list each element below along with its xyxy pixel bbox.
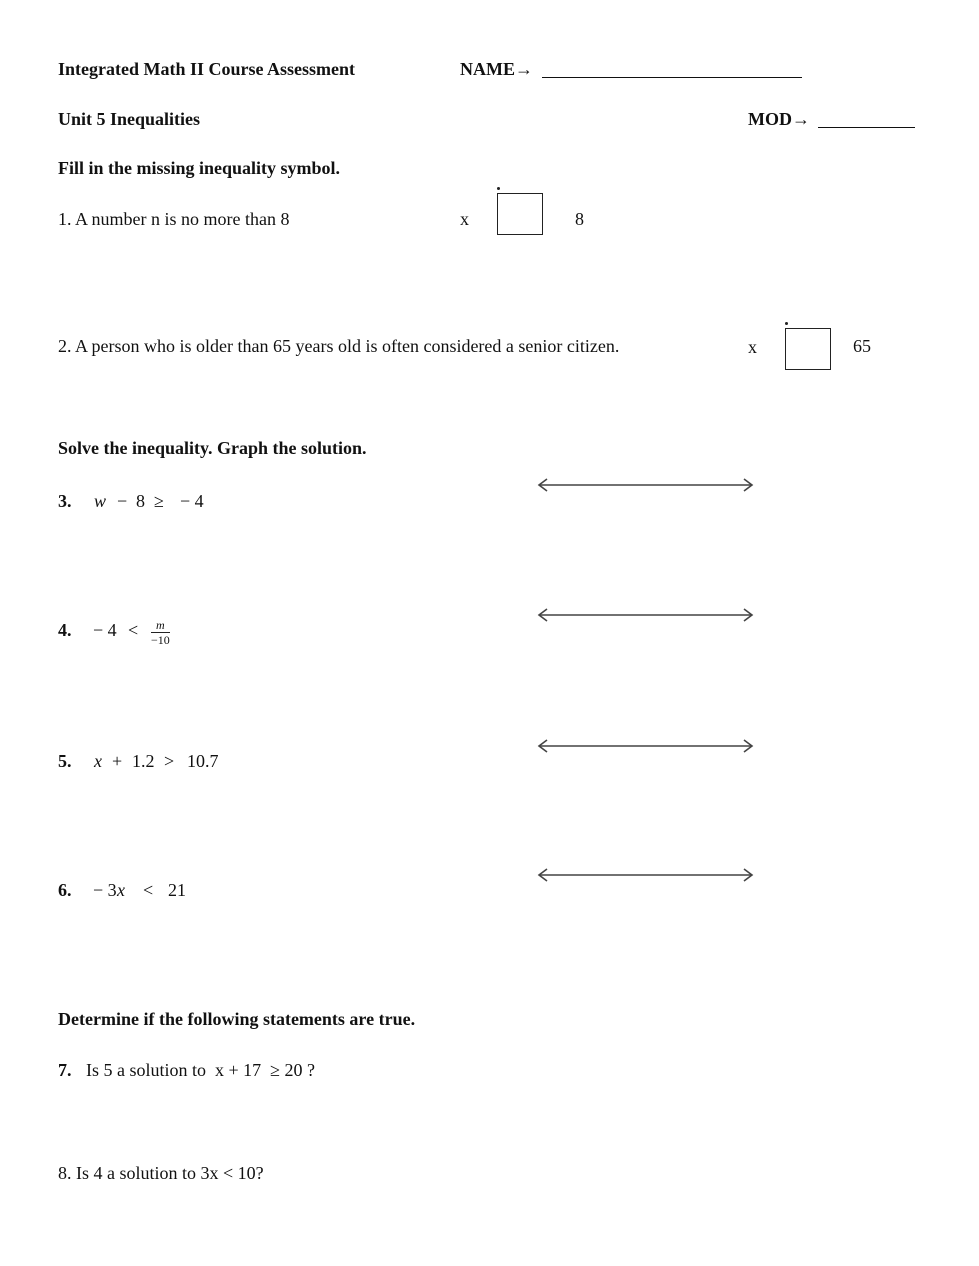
question-6-number: 6.: [58, 880, 72, 900]
question-1-symbol-box[interactable]: [497, 193, 543, 235]
question-6-variable: x: [117, 880, 125, 900]
question-1-variable: x: [460, 209, 469, 229]
section3-instruction: Determine if the following statements are true.: [58, 1009, 416, 1029]
box-mark: [785, 322, 788, 325]
question-1-text: 1. A number n is no more than 8: [58, 209, 290, 229]
question-2-text: 2. A person who is older than 65 years old is often considered a senior citizen.: [58, 336, 620, 356]
question-6-relation: <: [143, 880, 154, 900]
question-7-prompt: Is 5 a solution to x + 17: [86, 1060, 271, 1080]
section2-instruction: Solve the inequality. Graph the solution.: [58, 438, 367, 458]
mod-field[interactable]: [818, 127, 915, 128]
number-line-3[interactable]: [536, 476, 756, 496]
question-7-relation: ≥: [270, 1060, 281, 1080]
course-title: Integrated Math II Course Assessment: [58, 59, 355, 79]
question-7-tail: 20 ?: [280, 1060, 316, 1080]
fraction-numerator: m: [151, 619, 170, 633]
question-3-operator: −: [117, 491, 128, 511]
question-3-relation: ≥: [154, 491, 164, 511]
question-8-text: 8. Is 4 a solution to 3x < 10?: [58, 1163, 264, 1183]
question-6-rhs: 21: [168, 880, 186, 900]
question-3-constant: 8: [136, 491, 145, 511]
question-4-number: 4.: [58, 620, 72, 640]
fraction-denominator: −10: [151, 633, 170, 647]
name-label: NAME→: [460, 59, 533, 79]
question-5-constant: 1.2: [132, 751, 155, 771]
name-field[interactable]: [542, 77, 802, 78]
question-3-variable: w: [94, 491, 107, 511]
question-4-relation: <: [128, 620, 139, 640]
question-2-value: 65: [853, 336, 871, 356]
number-line-6[interactable]: [536, 866, 756, 886]
question-1-value: 8: [575, 209, 584, 229]
question-4-fraction: [151, 619, 170, 646]
question-2-variable: x: [748, 337, 757, 357]
number-line-5[interactable]: [536, 737, 756, 757]
question-7-text: [86, 1061, 315, 1079]
question-2-symbol-box[interactable]: [785, 328, 831, 370]
question-4-lhs: − 4: [93, 620, 117, 640]
question-7-number: 7.: [58, 1060, 72, 1080]
question-5-relation: >: [164, 751, 175, 771]
question-6-coefficient: − 3: [93, 880, 117, 900]
question-5-number: 5.: [58, 751, 72, 771]
unit-title: Unit 5 Inequalities: [58, 109, 201, 129]
mod-label: MOD→: [748, 109, 810, 129]
box-mark: [497, 187, 500, 190]
question-5-operator: +: [112, 751, 123, 771]
question-5-variable: x: [94, 751, 102, 771]
number-line-4[interactable]: [536, 606, 756, 626]
question-3-number: 3.: [58, 491, 72, 511]
question-5-rhs: 10.7: [187, 751, 219, 771]
section1-instruction: Fill in the missing inequality symbol.: [58, 158, 341, 178]
question-3-rhs: − 4: [180, 491, 204, 511]
